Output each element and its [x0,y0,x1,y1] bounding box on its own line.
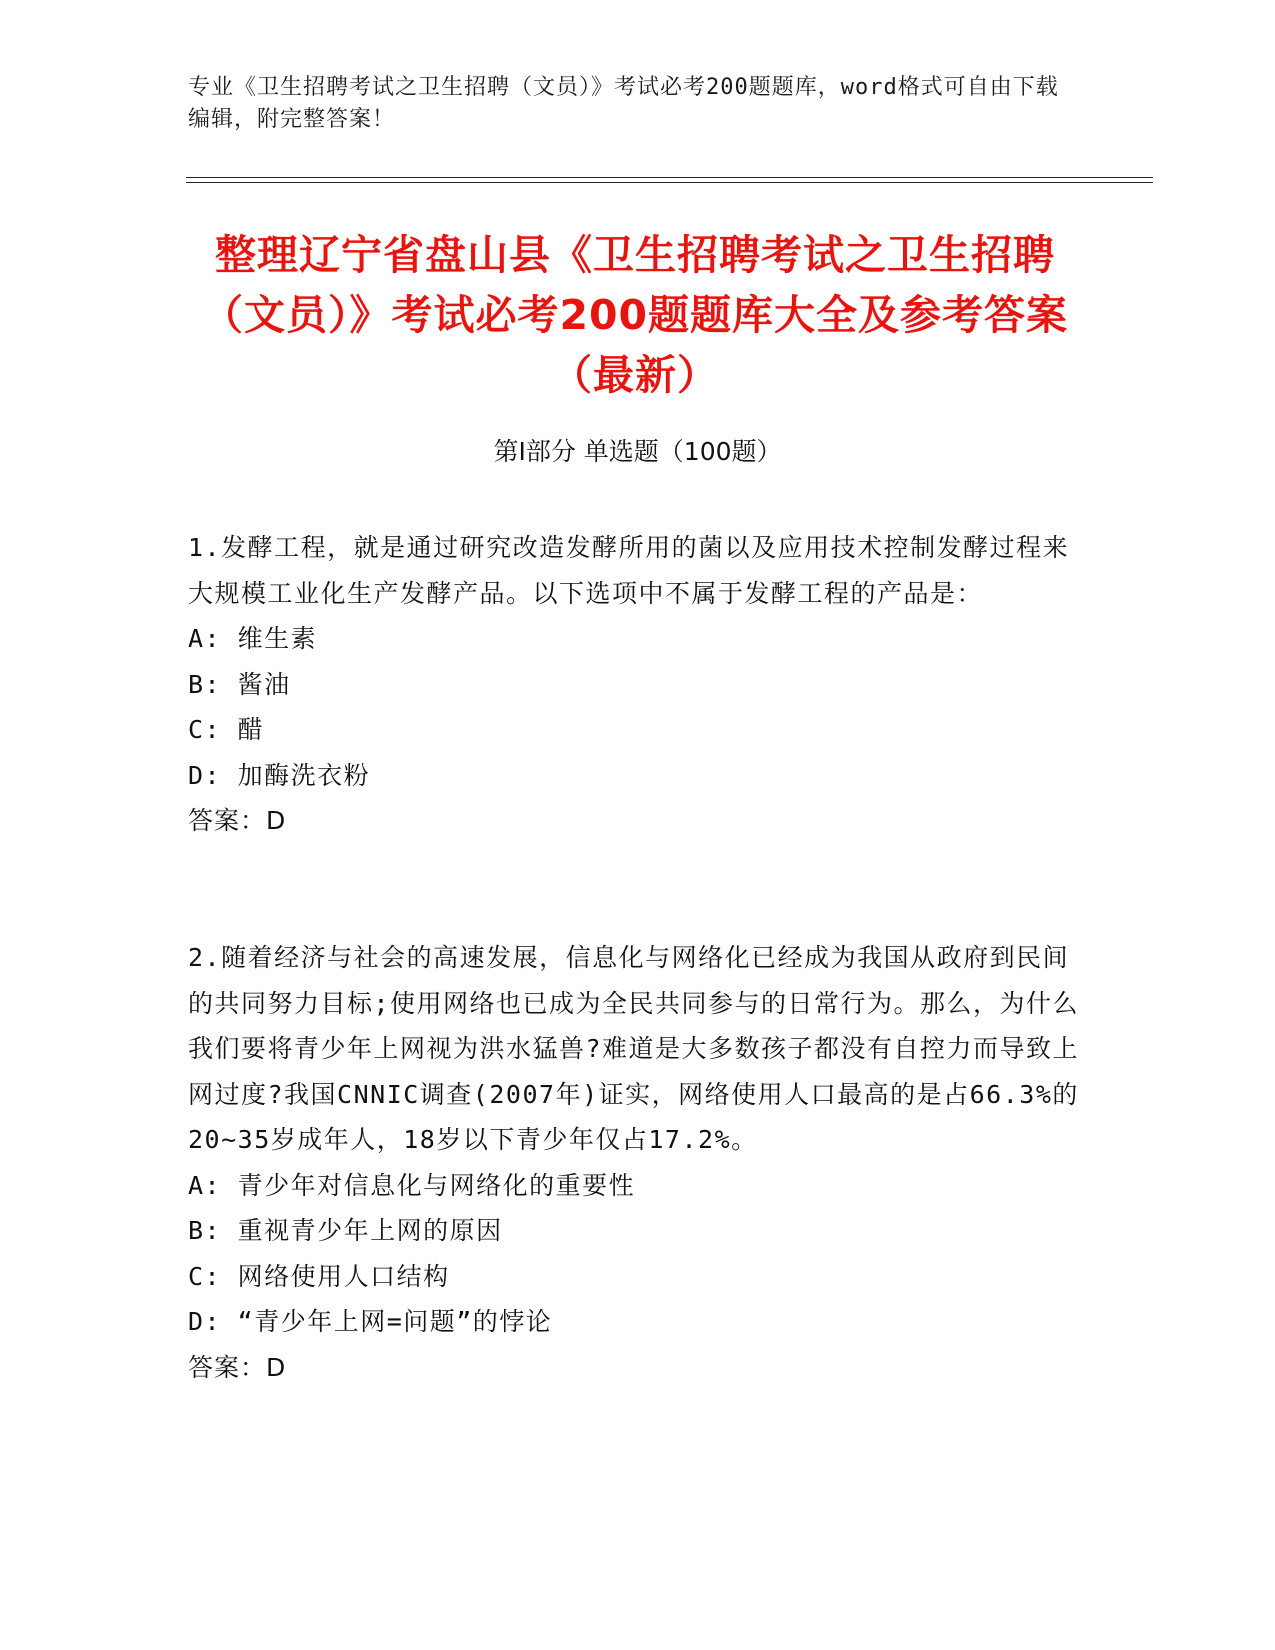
option-b: B: 重视青少年上网的原因 [188,1216,503,1245]
section-heading: 第Ⅰ部分 单选题（100题） [493,437,782,466]
question-stem: 2.随着经济与社会的高速发展，信息化与网络化已经成为我国从政府到民间的共同努力目标;使用网络也已成为全民共同参与的日常行为。那么，为什么我们要将青少年上网视为洪水猛兽?难道是大多数孩子都没有自控力而导致上网过度?我国CNNIC调查(2007年)证实，网络使用人口最高的是占66.3%的20~35岁成年人，18岁以下青少年仅占17.2%。 [188,943,1080,1154]
option-b: B: 酱油 [188,669,291,699]
option-c: C: 网络使用人口结构 [188,1261,450,1291]
option-a: A: 维生素 [188,624,318,653]
option-d: D: “青少年上网=问题”的悖论 [188,1307,553,1336]
answer: 答案：D [188,1352,287,1382]
header-divider-bottom [186,182,1153,183]
document-title: 整理辽宁省盘山县《卫生招聘考试之卫生招聘（文员）》考试必考200题题库大全及参考答案（最新） [201,231,1069,399]
option-d: D: 加酶洗衣粉 [188,760,371,790]
header-note: 专业《卫生招聘考试之卫生招聘（文员）》考试必考200题题库，word格式可自由下载编辑，附完整答案！ [188,75,1059,132]
option-a: A: 青少年对信息化与网络化的重要性 [188,1170,636,1200]
header-divider-top [186,177,1153,178]
question-stem: 1.发酵工程，就是通过研究改造发酵所用的菌以及应用技术控制发酵过程来大规模工业化生产发酵产品。以下选项中不属于发酵工程的产品是： [188,533,1070,608]
answer: 答案：D [188,806,287,835]
question-1 [188,525,1088,844]
question-2 [188,935,1088,1390]
option-c: C: 醋 [188,715,265,744]
